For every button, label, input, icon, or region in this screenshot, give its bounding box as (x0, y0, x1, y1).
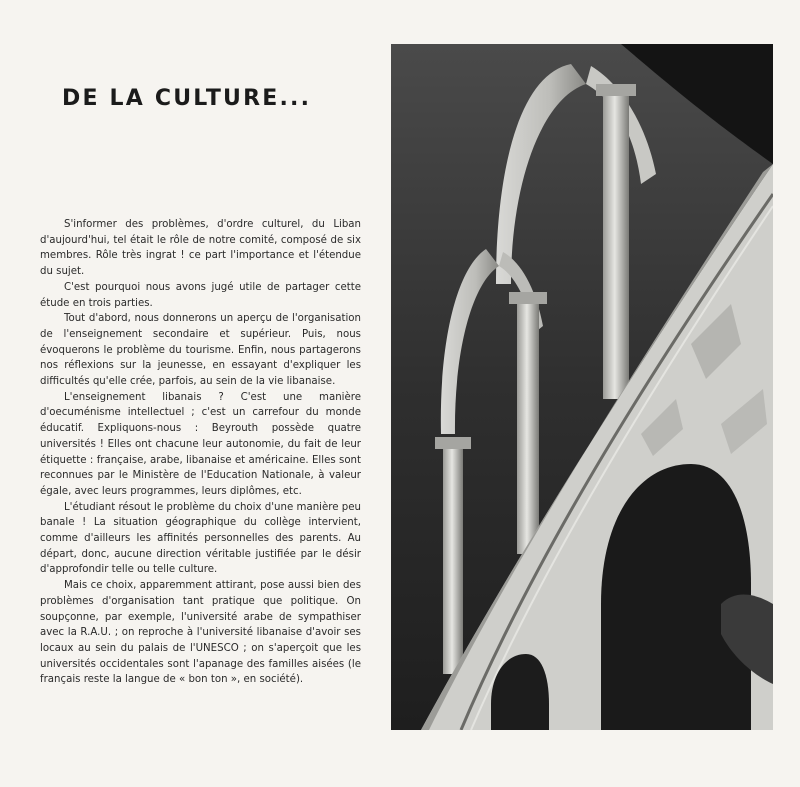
paragraph: L'enseignement libanais ? C'est une manière d'oecuménisme intellectuel ; c'est un carrefour du monde éducatif. Expliquons-nous : Beyrouth possède quatre universités ! Elles ont chacune leur autonomie, du fait de leur étiquette : française, arabe, libanaise et américaine. Elles sont reconnues par le Ministère de l'Education Nationale, à valeur égale, avec leurs programmes, leurs diplômes, etc. (40, 391, 361, 497)
article-body (40, 217, 361, 688)
paragraph: S'informer des problèmes, d'ordre culturel, du Liban d'aujourd'hui, tel était le rôle de notre comité, composé de six membres. Rôle très ingrat ! ce part l'importance et l'étendue du sujet. (40, 219, 361, 278)
capital-3 (435, 437, 471, 449)
column-3 (443, 444, 463, 674)
article-title: DE LA CULTURE... (62, 86, 312, 111)
column-1 (603, 89, 629, 399)
paragraph: Tout d'abord, nous donnerons un aperçu de l'organisation de l'enseignement secondaire et supérieur. Puis, nous évoquerons le problème du tourisme. Enfin, nous partagerons nos réflexions sur la jeunesse, en essayant d'expliquer les difficultés qu'elle crée, parfois, au sein de la vie libanaise. (40, 313, 361, 388)
arches-illustration (391, 44, 773, 730)
paragraph: Mais ce choix, apparemment attirant, pose aussi bien des problèmes d'organisation tant pratique que politique. On soupçonne, par exemple, l'université arabe de sympathiser avec la R.A.U. ; on reproche à l'université libanaise d'avoir ses locaux au sein du palais de l'UNESCO ; on s'aperçoit que les universités occidentales sont l'apanage des familles aisées (le français reste la langue de « bon ton », en société). (40, 580, 361, 686)
column-2 (517, 299, 539, 554)
photo-arches-columns (391, 44, 773, 730)
paragraph: C'est pourquoi nous avons jugé utile de partager cette étude en trois parties. (40, 281, 361, 309)
capital-2 (509, 292, 547, 304)
paragraph: L'étudiant résout le problème du choix d'une manière peu banale ! La situation géographique du collège intervient, comme d'ailleurs les affinités personnelles des parents. Au départ, donc, aucune direction véritable justifiée par le désir d'approfondir telle ou telle culture. (40, 501, 361, 576)
capital-1 (596, 84, 636, 96)
